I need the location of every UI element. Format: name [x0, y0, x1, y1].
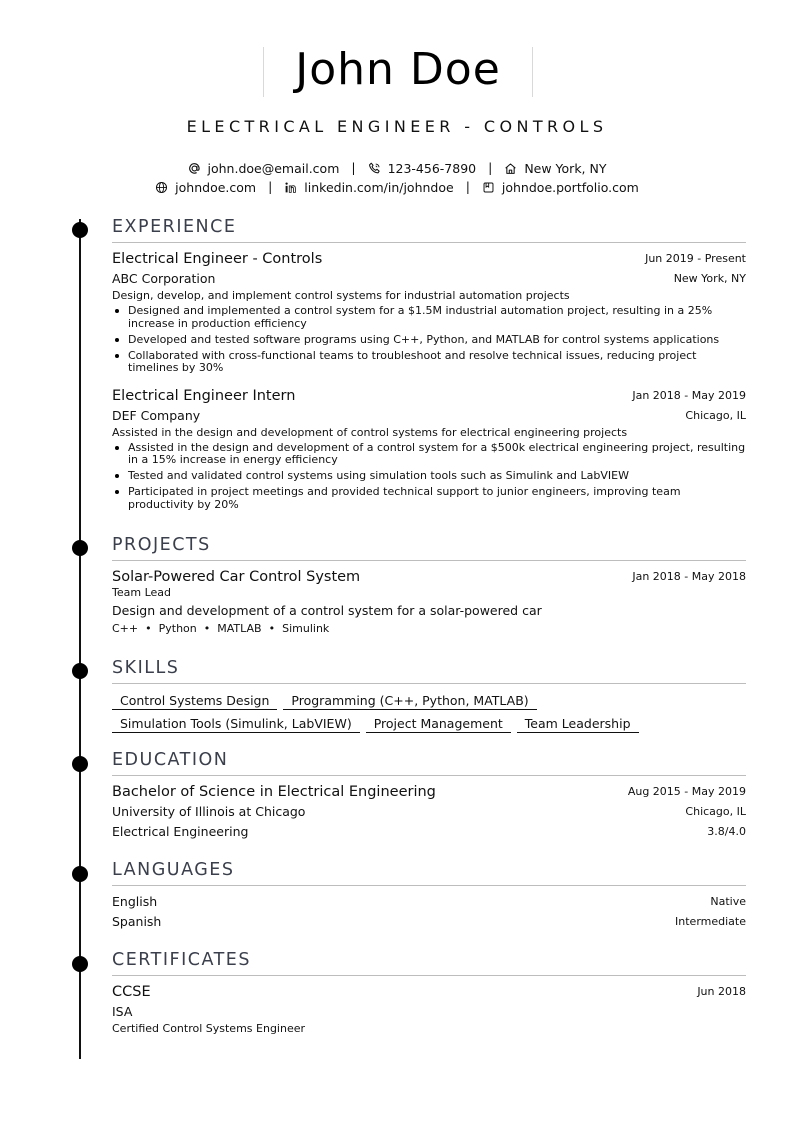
languages-list: [112, 892, 746, 932]
list-item: Developed and tested software programs using C++, Python, and MATLAB for control systems applications: [112, 334, 746, 347]
degree: Bachelor of Science in Electrical Engineering: [112, 784, 436, 800]
skill-tag: Control Systems Design: [112, 692, 277, 710]
phone-text: 123-456-7890: [387, 161, 477, 176]
location-text: New York, NY: [524, 161, 607, 176]
job-dates: Jun 2019 - Present: [645, 252, 746, 265]
list-item: Designed and implemented a control system for a $1.5M industrial automation project, resulting in a 25% increase in production efficiency: [112, 305, 746, 330]
job-bullets: [112, 305, 746, 375]
email-text: john.doe@email.com: [207, 161, 340, 176]
section-title: PROJECTS: [112, 535, 211, 555]
certificates-section: [112, 948, 746, 1036]
tech-separator: •: [203, 622, 211, 635]
list-item: Assisted in the design and development of a control system for a $500k electrical engineering project, resulting in a 15% increase in energy efficiency: [112, 442, 746, 467]
globe-icon: [155, 181, 168, 194]
project-tech-list: [112, 621, 746, 637]
contact-separator: |: [465, 179, 470, 194]
job-summary: Assisted in the design and development of control systems for electrical engineering projects: [112, 425, 628, 439]
languages-section: [112, 858, 746, 932]
tech-item: C++: [112, 622, 139, 635]
language-name: Spanish: [112, 914, 162, 929]
certificate-entry: [112, 982, 746, 1036]
section-title: CERTIFICATES: [112, 950, 251, 970]
experience-section: [112, 215, 746, 515]
timeline-dot-experience: [72, 222, 88, 238]
portfolio-item[interactable]: [482, 180, 639, 195]
website-item[interactable]: [155, 180, 256, 195]
section-divider: [112, 683, 746, 684]
project-description: Design and development of a control system for a solar-powered car: [112, 603, 542, 618]
projects-section: [112, 533, 746, 637]
list-item: Collaborated with cross-functional teams to troubleshoot and resolve technical issues, reducing project timelines by 30%: [112, 350, 746, 375]
job-entry: [112, 249, 746, 375]
language-level: Intermediate: [675, 915, 746, 928]
gpa: 3.8/4.0: [707, 825, 746, 838]
skills-list: [112, 690, 746, 736]
list-item: Participated in project meetings and provided technical support to junior engineers, improving team productivity by 20%: [112, 486, 746, 511]
section-divider: [112, 885, 746, 886]
language-level: Native: [710, 895, 746, 908]
linkedin-text: linkedin.com/in/johndoe: [304, 180, 454, 195]
school: University of Illinois at Chicago: [112, 804, 306, 819]
education-entry: [112, 782, 746, 842]
timeline-dot-certificates: [72, 956, 88, 972]
section-divider: [112, 560, 746, 561]
field-of-study: Electrical Engineering: [112, 824, 249, 839]
name-block: [263, 44, 533, 97]
job-role: Electrical Engineer Intern: [112, 387, 296, 404]
section-title: LANGUAGES: [112, 860, 235, 880]
certificate-name: CCSE: [112, 984, 151, 1000]
phone-icon: [368, 162, 381, 175]
certificate-description: Certified Control Systems Engineer: [112, 1022, 306, 1035]
job-role: Electrical Engineer - Controls: [112, 251, 323, 267]
timeline-line: [79, 219, 81, 1059]
timeline-dot-skills: [72, 663, 88, 679]
tech-item: MATLAB: [217, 622, 262, 635]
list-item: Tested and validated control systems using simulation tools such as Simulink and LabVIEW: [112, 470, 746, 483]
section-divider: [112, 975, 746, 976]
linkedin-icon: [284, 181, 297, 194]
contact-line-2: [0, 179, 794, 195]
tech-separator: •: [268, 622, 276, 635]
skill-tag: Simulation Tools (Simulink, LabVIEW): [112, 715, 360, 733]
phone-item[interactable]: [368, 161, 477, 176]
email-item[interactable]: [188, 161, 340, 176]
timeline-dot-education: [72, 756, 88, 772]
project-entry: [112, 567, 746, 637]
skill-tag: Project Management: [366, 715, 511, 733]
section-divider: [112, 775, 746, 776]
job-bullets: [112, 442, 746, 512]
tech-item: Python: [158, 622, 197, 635]
skill-tag: Programming (C++, Python, MATLAB): [283, 692, 536, 710]
education-section: [112, 748, 746, 842]
skill-tag: Team Leadership: [517, 715, 639, 733]
section-divider: [112, 242, 746, 243]
project-dates: Jan 2018 - May 2018: [632, 570, 746, 583]
job-entry: [112, 386, 746, 512]
location-item: [504, 161, 606, 176]
timeline-dot-projects: [72, 540, 88, 556]
job-company: ABC Corporation: [112, 271, 216, 286]
website-text: johndoe.com: [175, 180, 257, 195]
school-location: Chicago, IL: [685, 805, 746, 818]
at-icon: [188, 162, 201, 175]
tech-separator: •: [145, 622, 152, 635]
contact-line-1: [0, 160, 794, 176]
job-summary: Design, develop, and implement control systems for industrial automation projects: [112, 289, 570, 302]
project-role: Team Lead: [112, 586, 171, 599]
language-name: English: [112, 894, 158, 909]
home-icon: [504, 162, 517, 175]
certificate-issuer: ISA: [112, 1004, 133, 1019]
section-title: EXPERIENCE: [112, 217, 237, 237]
job-title: ELECTRICAL ENGINEER - CONTROLS: [186, 117, 608, 136]
contact-separator: |: [488, 160, 493, 175]
job-dates: Jan 2018 - May 2019: [632, 388, 746, 402]
tech-item: Simulink: [282, 622, 330, 635]
portfolio-text: johndoe.portfolio.com: [501, 180, 639, 195]
education-dates: Aug 2015 - May 2019: [627, 785, 746, 798]
timeline-dot-languages: [72, 866, 88, 882]
linkedin-item[interactable]: [284, 180, 453, 195]
candidate-name: John Doe: [295, 44, 501, 95]
contact-separator: |: [351, 160, 356, 175]
contact-separator: |: [268, 179, 273, 194]
certificate-date: Jun 2018: [697, 985, 746, 998]
portfolio-icon: [482, 181, 495, 194]
job-location: New York, NY: [673, 272, 746, 285]
project-name: Solar-Powered Car Control System: [112, 569, 361, 585]
section-title: SKILLS: [112, 658, 180, 678]
skills-section: [112, 656, 746, 736]
section-title: EDUCATION: [112, 750, 229, 770]
job-location: Chicago, IL: [685, 408, 746, 422]
job-company: DEF Company: [112, 407, 201, 423]
